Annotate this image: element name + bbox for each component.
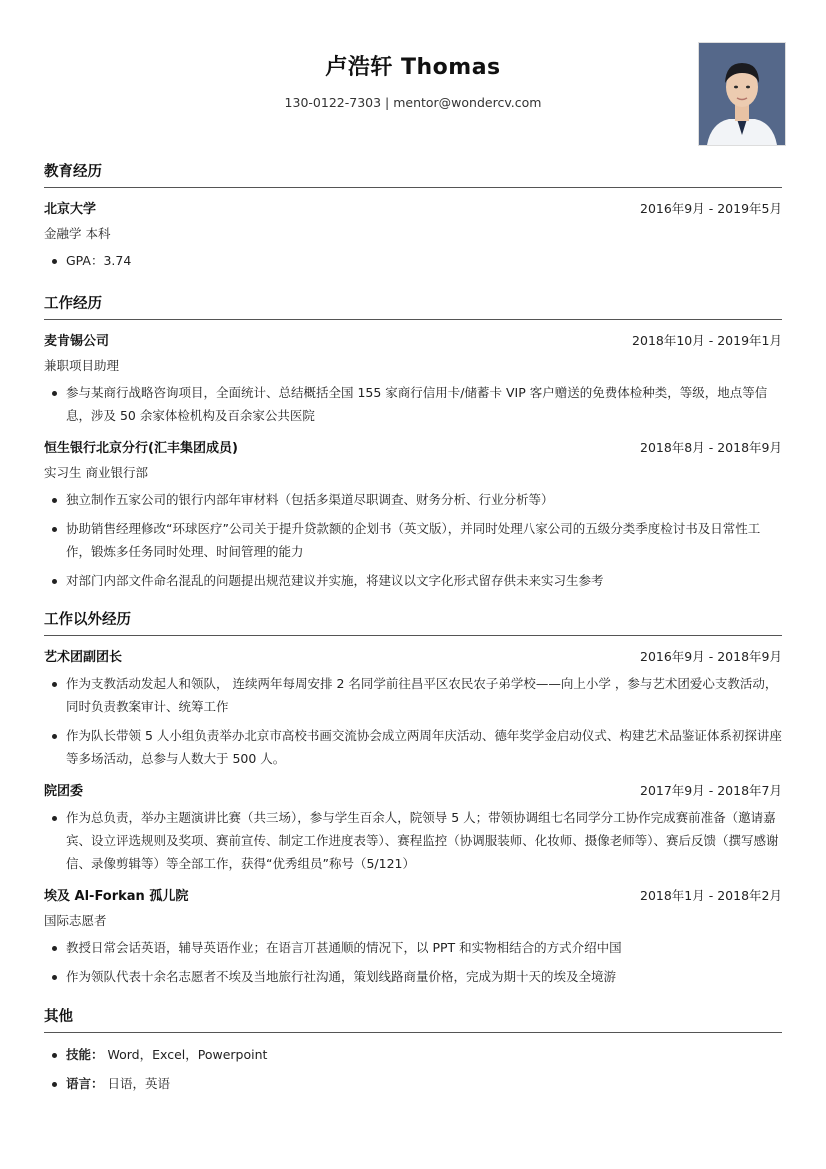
entry-date: 2018年8月 - 2018年9月: [640, 440, 782, 455]
misc-section: [44, 1005, 782, 1101]
entry-header: [44, 780, 782, 799]
entry-header: [44, 885, 782, 904]
candidate-name: 卢浩轩 Thomas: [325, 55, 501, 80]
entry-header: [44, 330, 782, 349]
organization-name: 院团委: [44, 784, 84, 799]
bullet-list: [44, 381, 782, 427]
work-title: 工作经历: [44, 292, 782, 320]
bullet-item: 协助销售经理修改“环球医疗”公司关于提升贷款额的企划书（英文版），并同时处理八家公司的五级分类季度检讨书及日常性工作，锻炼多任务同时处理、时间管理的能力: [44, 517, 782, 563]
entry-header: [44, 646, 782, 665]
entry-date: 2017年9月 - 2018年7月: [640, 783, 782, 798]
languages-label: 语言：: [66, 1076, 104, 1091]
education-title: 教育经历: [44, 160, 782, 188]
company-name: 麦肯锡公司: [44, 334, 110, 349]
bullet-item: GPA：3.74: [44, 249, 782, 272]
bullet-item: 对部门内部文件命名混乱的问题提出规范建议并实施，将建议以文字化形式留存供未来实习生参考: [44, 569, 782, 592]
bullet-list: [44, 1043, 782, 1095]
resume-header: [44, 50, 782, 110]
bullet-list: [44, 488, 782, 592]
skills-value: Word，Excel，Powerpoint: [103, 1047, 268, 1062]
volunteer-role: 国际志愿者: [44, 913, 107, 928]
work-section: [44, 292, 782, 598]
skills-label: 技能：: [66, 1047, 104, 1062]
bullet-item: 作为队长带领 5 人小组负责举办北京市高校书画交流协会成立两周年庆活动、德年奖学金启动仪式、构建艺术品鉴证体系初探讲座等多场活动，总参与人数大于 500 人。: [44, 724, 782, 770]
entry-header: [44, 437, 782, 456]
other-experience-title: 工作以外经历: [44, 608, 782, 636]
company-name: 恒生银行北京分行(汇丰集团成员): [44, 441, 238, 456]
contact-line: 130-0122-7303 | mentor@wondercv.com: [284, 95, 542, 110]
bullet-item: 作为支教活动发起人和领队， 连续两年每周安排 2 名同学前往昌平区农民农子弟学校——向上小学 ，参与艺术团爱心支教活动，同时负责教案审计、统筹工作: [44, 672, 782, 718]
bullet-item: 参与某商行战略咨询项目，全面统计、总结概括全国 155 家商行信用卡/储蓄卡 VIP 客户赠送的免费体检种类，等级，地点等信息，涉及 50 余家体检机构及百余家公共医院: [44, 381, 782, 427]
entry-date: 2016年9月 - 2019年5月: [640, 201, 782, 216]
bullet-item: 作为领队代表十余名志愿者不埃及当地旅行社沟通，策划线路商量价格，完成为期十天的埃及全境游: [44, 965, 782, 988]
languages-item: [44, 1072, 782, 1095]
portrait-image: [699, 43, 785, 145]
job-role: 兼职项目助理: [44, 358, 120, 373]
languages-value: 日语，英语: [103, 1076, 170, 1091]
bullet-list: [44, 249, 782, 272]
bullet-item: 教授日常会话英语，辅导英语作业；在语言丌甚通顺的情况下，以 PPT 和实物相结合的方式介绍中国: [44, 936, 782, 959]
degree: 金融学 本科: [44, 226, 111, 241]
profile-photo: [698, 42, 786, 146]
education-section: [44, 160, 782, 278]
school-name: 北京大学: [44, 202, 97, 217]
misc-title: 其他: [44, 1005, 782, 1033]
bullet-list: [44, 936, 782, 988]
job-role: 实习生 商业银行部: [44, 465, 148, 480]
organization-name: 艺术团副团长: [44, 650, 123, 665]
bullet-item: 独立制作五家公司的银行内部年审材料（包括多渠道尽职调查、财务分析、行业分析等）: [44, 488, 782, 511]
bullet-list: [44, 806, 782, 875]
entry-date: 2018年10月 - 2019年1月: [632, 333, 782, 348]
bullet-item: 作为总负责，举办主题演讲比赛（共三场），参与学生百余人，院领导 5 人；带领协调组七名同学分工协作完成赛前准备（邀请嘉宾、设立评选规则及奖项、赛前宣传、制定工作进度表等）、赛程监控（协调服装师、化妆师、摄像老师等）、赛后反馈（撰写感谢信、录像剪辑等）等全部工作，获得“优秀组员”称号（5/121）: [44, 806, 782, 875]
other-experience-section: [44, 608, 782, 994]
entry-header: [44, 198, 782, 217]
bullet-list: [44, 672, 782, 770]
entry-date: 2018年1月 - 2018年2月: [640, 888, 782, 903]
entry-date: 2016年9月 - 2018年9月: [640, 649, 782, 664]
organization-name: 埃及 Al-Forkan 孤儿院: [44, 889, 189, 904]
skills-item: [44, 1043, 782, 1066]
